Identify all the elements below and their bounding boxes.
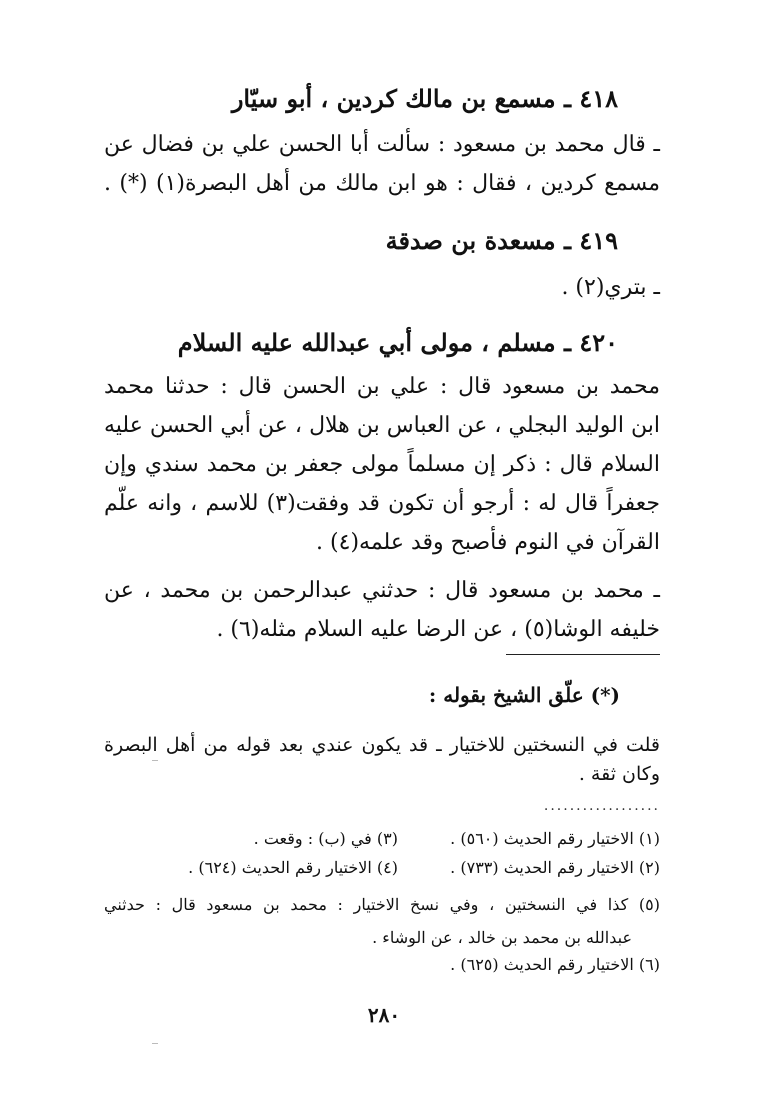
footnote-1: (١) الاختيار رقم الحديث (٥٦٠) . xyxy=(450,829,660,848)
footnote-2: (٢) الاختيار رقم الحديث (٧٣٣) . xyxy=(450,858,660,877)
note-heading: (*) علّق الشيخ بقوله : xyxy=(428,683,620,707)
footnote-4: (٤) الاختيار رقم الحديث (٦٢٤) . xyxy=(188,858,398,877)
entry-420-line-1: محمد بن مسعود قال : علي بن الحسن قال : حدثنا محمد xyxy=(104,374,660,399)
note-line-1: قلت في النسختين للاختيار ـ قد يكون عندي بعد قوله من أهل البصرة xyxy=(104,734,660,756)
note-line-2: وكان ثقة . xyxy=(578,763,660,785)
entry-420-line-3: السلام قال : ذكر إن مسلماً مولى جعفر بن محمد سندي وإن xyxy=(104,452,660,477)
footnote-5-line-2: عبدالله بن محمد بن خالد ، عن الوشاء . xyxy=(372,928,632,947)
entry-420-line-2: ابن الوليد البجلي ، عن العباس بن هلال ، عن أبي الحسن عليه xyxy=(104,413,660,438)
notes-separator xyxy=(506,654,660,655)
entry-420-line-4: جعفراً قال له : أرجو أن تكون قد وفقت(٣) للاسم ، وانه علّم xyxy=(104,491,660,516)
scan-mark xyxy=(152,760,158,761)
footnote-5-line-1: (٥) كذا في النسختين ، وفي نسخ الاختيار : محمد بن مسعود قال : حدثني xyxy=(104,895,660,914)
scan-mark xyxy=(152,1043,158,1044)
entry-418-heading: ٤١٨ ـ مسمع بن مالك كردين ، أبو سيّار xyxy=(231,84,618,113)
entry-420-heading: ٤٢٠ ـ مسلم ، مولى أبي عبدالله عليه السلام xyxy=(177,328,618,357)
footnotes-dotted-separator: .................. xyxy=(543,798,660,814)
entry-420-line-6: ـ محمد بن مسعود قال : حدثني عبدالرحمن بن محمد ، عن xyxy=(104,578,660,603)
entry-419-heading: ٤١٩ ـ مسعدة بن صدقة xyxy=(385,226,618,255)
entry-419-line-1: ـ بتري(٢) . xyxy=(561,275,660,300)
page-number: ٢٨٠ xyxy=(367,1003,401,1027)
footnote-3: (٣) في (ب) : وقعت . xyxy=(253,829,398,848)
entry-418-line-2: مسمع كردين ، فقال : هو ابن مالك من أهل البصرة(١) (*) . xyxy=(104,171,660,196)
entry-418-line-1: ـ قال محمد بن مسعود : سألت أبا الحسن علي بن فضال عن xyxy=(104,132,660,157)
footnote-6: (٦) الاختيار رقم الحديث (٦٢٥) . xyxy=(450,955,660,974)
entry-420-line-7: خليفه الوشا(٥) ، عن الرضا عليه السلام مثله(٦) . xyxy=(216,617,660,642)
entry-420-line-5: القرآن في النوم فأصبح وقد علمه(٤) . xyxy=(316,530,660,555)
